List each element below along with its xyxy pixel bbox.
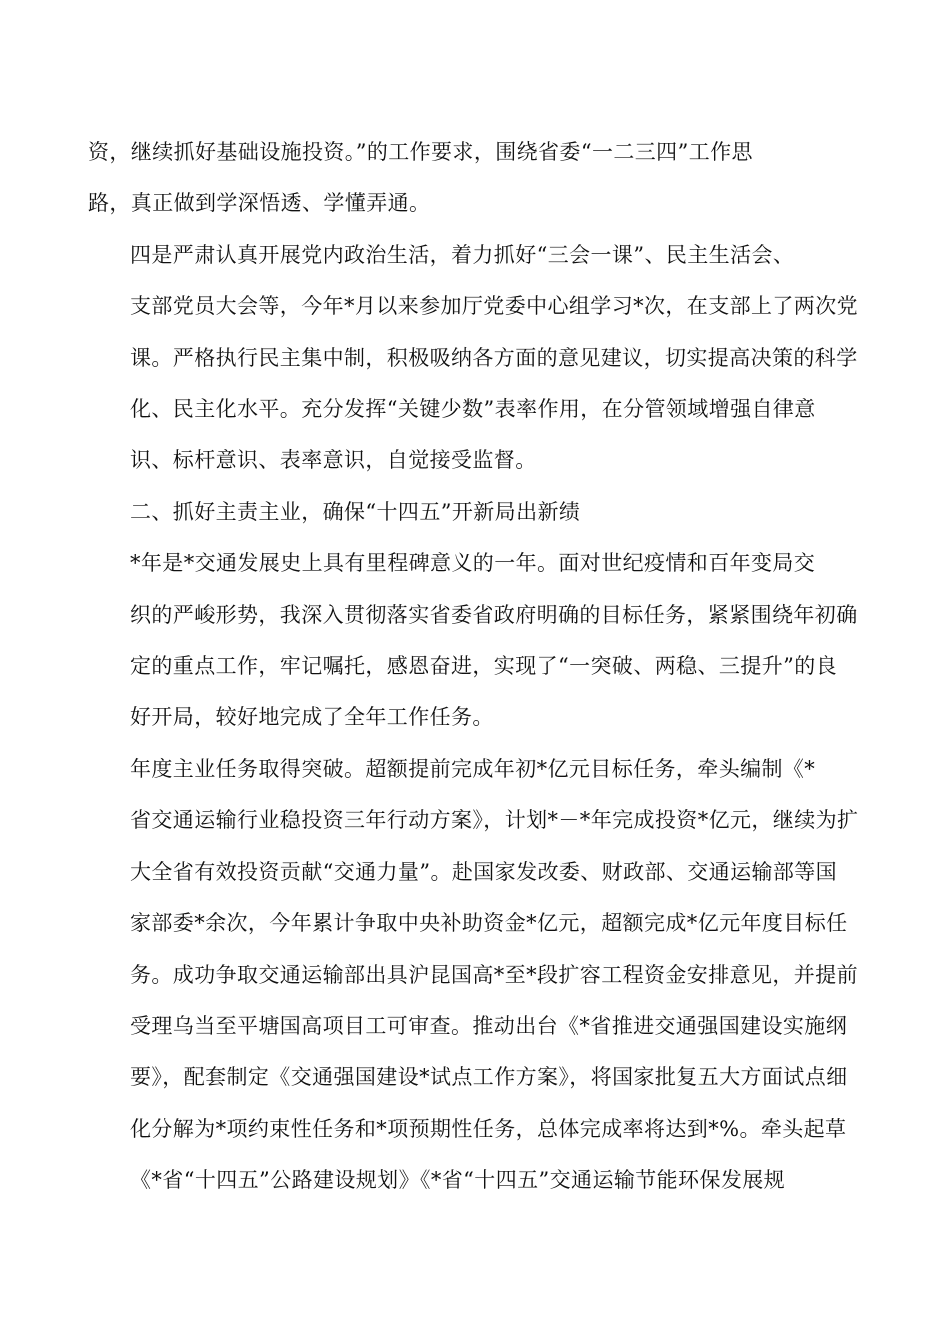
text-line: 化分解为*项约束性任务和*项预期性任务，总体完成率将达到*%。牵头起草 xyxy=(130,1116,847,1141)
text-line: 课。严格执行民主集中制，积极吸纳各方面的意见建议，切实提高决策的科学 xyxy=(130,345,858,370)
text-line: 受理乌当至平塘国高项目工可审查。推动出台《*省推进交通强国建设实施纲 xyxy=(130,1013,848,1038)
text-line: 化、民主化水平。充分发挥“关键少数”表率作用，在分管领域增强自律意 xyxy=(130,397,816,422)
paragraph-main-tasks xyxy=(88,744,863,1207)
text-line: 定的重点工作，牢记嘱托，感恩奋进，实现了“一突破、两稳、三提升”的良 xyxy=(130,654,838,679)
text-line: 四是严肃认真开展党内政治生活，着力抓好“三会一课”、民主生活会、 xyxy=(130,242,795,267)
body-text xyxy=(88,127,863,1207)
text-line: 路，真正做到学深悟透、学懂弄通。 xyxy=(88,191,431,216)
text-line: 好开局，较好地完成了全年工作任务。 xyxy=(130,705,494,730)
paragraph-political-life xyxy=(88,230,863,487)
text-line: 省交通运输行业稳投资三年行动方案》，计划*－*年完成投资*亿元，继续为扩 xyxy=(130,808,859,833)
text-line: 年度主业任务取得突破。超额提前完成年初*亿元目标任务，牵头编制《* xyxy=(130,756,816,781)
paragraph-continuation xyxy=(88,127,863,230)
text-line: 要》，配套制定《交通强国建设*试点工作方案》，将国家批复五大方面试点细 xyxy=(130,1065,848,1090)
text-line: 家部委*余次，今年累计争取中央补助资金*亿元，超额完成*亿元年度目标任 xyxy=(130,911,848,936)
text-line: 《*省“十四五”公路建设规划》《*省“十四五”交通运输节能环保发展规 xyxy=(130,1168,786,1193)
text-line: 识、标杆意识、表率意识，自觉接受监督。 xyxy=(130,448,537,473)
paragraph-overview xyxy=(88,538,863,744)
heading-line: 二、抓好主责主业，确保“十四五”开新局出新绩 xyxy=(130,499,581,524)
section-heading xyxy=(88,487,863,538)
text-line: 织的严峻形势，我深入贯彻落实省委省政府明确的目标任务，紧紧围绕年初确 xyxy=(130,602,858,627)
text-line: 支部党员大会等，今年*月以来参加厅党委中心组学习*次，在支部上了两次党 xyxy=(130,294,858,319)
text-line: 大全省有效投资贡献“交通力量”。赴国家发改委、财政部、交通运输部等国 xyxy=(130,859,838,884)
text-line: *年是*交通发展史上具有里程碑意义的一年。面对世纪疫情和百年变局交 xyxy=(130,551,816,576)
text-line: 务。成功争取交通运输部出具沪昆国高*至*段扩容工程资金安排意见，并提前 xyxy=(130,962,858,987)
text-line: 资，继续抓好基础设施投资。”的工作要求，围绕省委“一二三四”工作思 xyxy=(88,140,753,164)
